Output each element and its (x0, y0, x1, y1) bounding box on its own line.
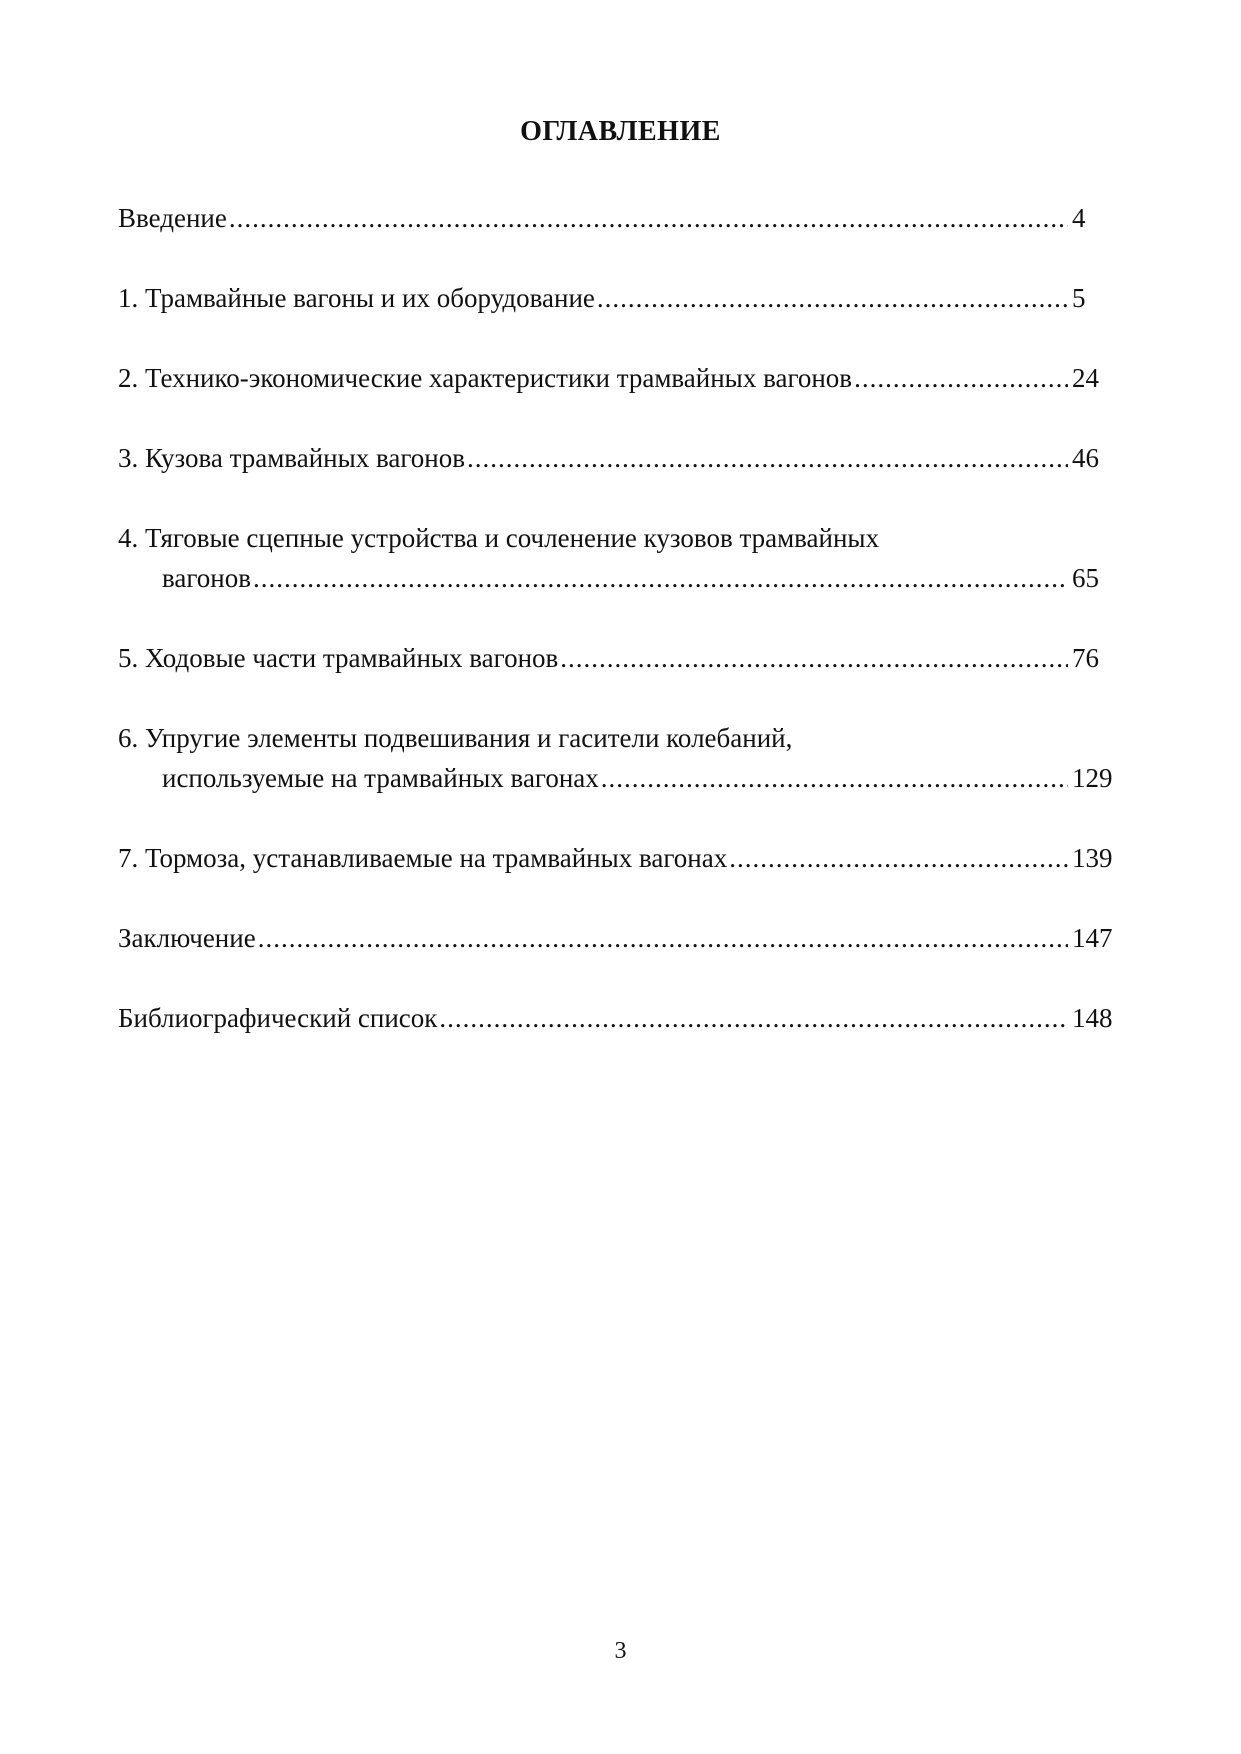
toc-entry-title: 1. Трамвайные вагоны и их оборудование (118, 283, 595, 313)
dot-leader (467, 438, 1068, 478)
toc-entry-page: 139 (1072, 843, 1113, 873)
dot-leader (560, 638, 1068, 678)
toc-entry-title: 6. Упругие элементы подвешивания и гасители колебаний, (118, 723, 793, 753)
toc-entry-page: 24 (1072, 363, 1099, 393)
toc-entry-title: 2. Технико-экономические характеристики трамвайных вагонов (118, 363, 853, 393)
dot-leader (729, 838, 1068, 878)
dot-leader (229, 198, 1068, 238)
toc-entry-title-continued: вагонов (162, 563, 251, 593)
toc-entry-chapter-1[interactable] (118, 278, 1118, 318)
toc-entry-title: 3. Кузова трамвайных вагонов (118, 443, 465, 473)
page-number: 3 (614, 1638, 627, 1664)
dot-leader (601, 758, 1068, 798)
toc-entry-introduction[interactable] (118, 198, 1118, 238)
dot-leader (854, 358, 1068, 398)
toc-entry-page: 46 (1072, 443, 1099, 473)
dot-leader (253, 558, 1068, 598)
toc-entry-page: 148 (1072, 1003, 1113, 1033)
toc-entry-chapter-2[interactable] (118, 358, 1118, 398)
toc-entry-page: 4 (1072, 203, 1086, 233)
toc-entry-page: 5 (1072, 283, 1086, 313)
toc-entry-bibliography[interactable] (118, 998, 1118, 1038)
toc-entry-page: 76 (1072, 643, 1099, 673)
toc-entry-title: 7. Тормоза, устанавливаемые на трамвайных вагонах (118, 843, 728, 873)
toc-entry-title: 4. Тяговые сцепные устройства и сочленение кузовов трамвайных (118, 523, 880, 553)
toc-entry-title: Библиографический список (118, 1003, 438, 1033)
toc-entry-chapter-3[interactable] (118, 438, 1118, 478)
dot-leader (258, 918, 1068, 958)
toc-entry-title-continued: используемые на трамвайных вагонах (162, 763, 599, 793)
toc-entry-chapter-6[interactable] (118, 718, 1118, 798)
toc-entry-title: Заключение (118, 923, 256, 953)
toc-entry-chapter-5[interactable] (118, 638, 1118, 678)
toc-entry-title: 5. Ходовые части трамвайных вагонов (118, 643, 559, 673)
toc-entry-chapter-4[interactable] (118, 518, 1118, 598)
toc-entry-page: 147 (1072, 923, 1113, 953)
toc-entry-conclusion[interactable] (118, 918, 1118, 958)
toc-entry-title: Введение (118, 203, 227, 233)
dot-leader (597, 278, 1068, 318)
toc-entry-page: 129 (1072, 763, 1113, 793)
toc-entry-chapter-7[interactable] (118, 838, 1118, 878)
toc-heading: ОГЛАВЛЕНИЕ (520, 116, 721, 147)
dot-leader (439, 998, 1068, 1038)
toc-entry-page: 65 (1072, 563, 1099, 593)
